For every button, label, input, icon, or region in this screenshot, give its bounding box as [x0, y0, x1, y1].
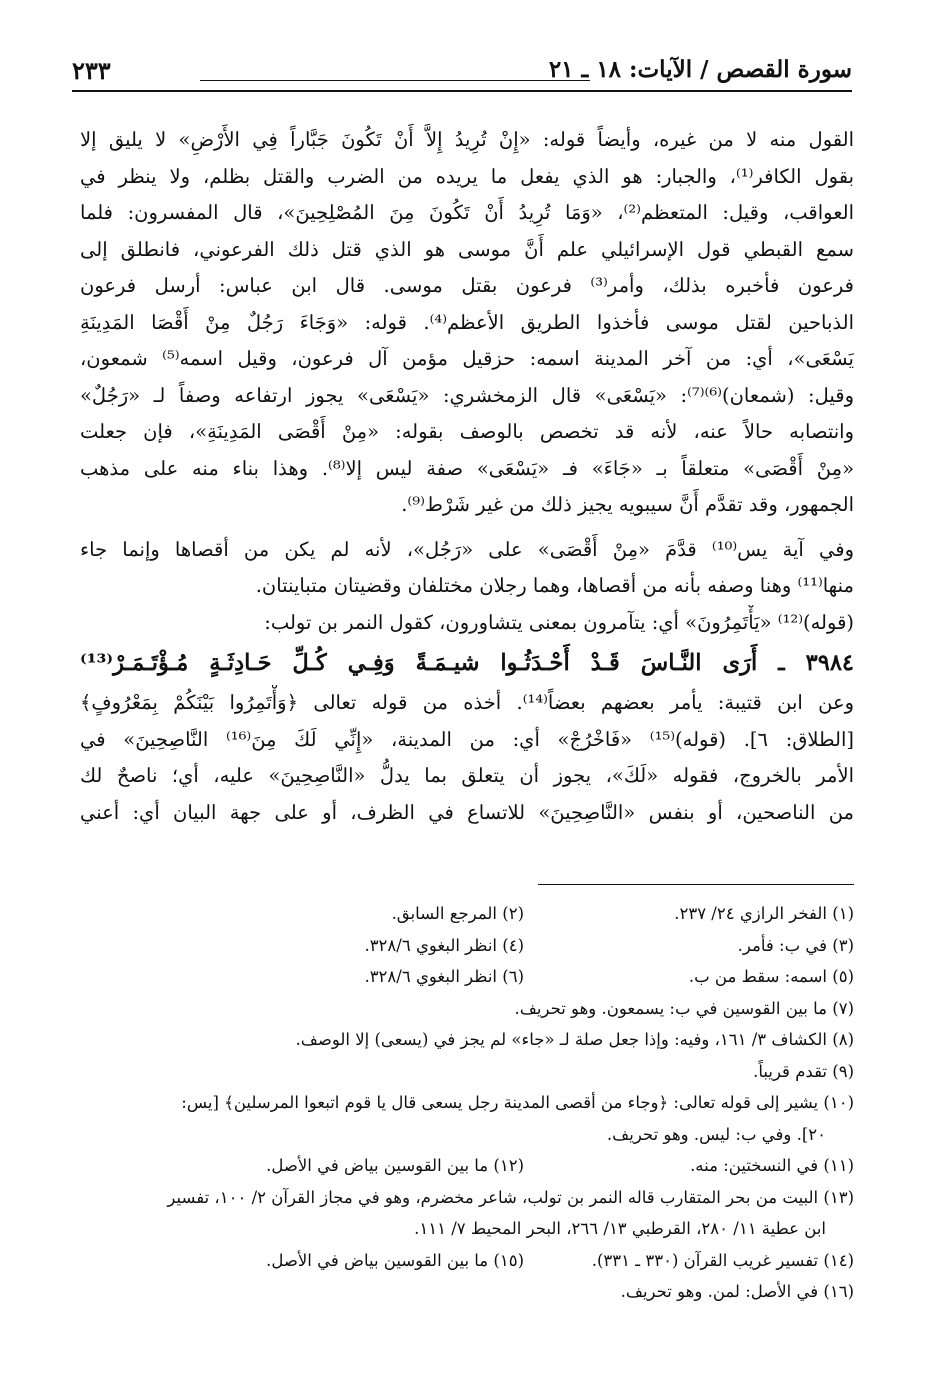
footnote-row — [80, 1276, 854, 1308]
footnote-row — [80, 1056, 854, 1088]
footnote: (١٥) ما بين القوسين بياض في الأصل. — [266, 1250, 524, 1270]
footnote-continuation: ٢٠]. وفي ب: ليس. وهو تحريف. — [606, 1124, 826, 1144]
footnote: (٥) اسمه: سقط من ب. — [688, 967, 854, 986]
header-dash-line — [200, 80, 590, 81]
footnote: (١٢) ما بين القوسين بياض في الأصل. — [266, 1156, 524, 1175]
footnote: (٧) ما بين القوسين في ب: يسمعون. وهو تحريف. — [514, 998, 854, 1018]
footnote: (٢) المرجع السابق. — [391, 904, 524, 923]
footnote-rule — [538, 884, 854, 885]
text-line: الأمر بالخروج، فقوله «لَكَ»، يجوز أن يتعلق بما يدلُّ «النَّاصِحِينَ» عليه، أي؛ ناصحٌ لك — [80, 764, 854, 787]
text-line: فرعون فأخبره بذلك، وأمر⁽³⁾ فرعون بقتل موسى. قال ابن عباس: أرسل فرعون — [80, 274, 854, 297]
footnote-row — [80, 1213, 854, 1245]
paragraph-gap — [80, 524, 854, 532]
text-line: بقول الكافر⁽¹⁾، والجبار: هو الذي يفعل ما يريده من الضرب والقتل بظلم، ولا ينظر في — [80, 164, 854, 188]
page-header — [72, 50, 852, 92]
footnote: (٨) الكشاف ٣/ ١٦١، وفيه: وإذا جعل صلة لـ «جاء» لم يجز في (يسعى) إلا الوصف. — [295, 1030, 854, 1049]
footnote-row — [80, 1024, 854, 1056]
footnote-row — [80, 1119, 854, 1151]
footnote: (١١) في النسختين: منه. — [690, 1156, 854, 1175]
footnote: (٩) تقدم قريباً. — [753, 1061, 854, 1081]
footnote-row — [80, 961, 854, 993]
text-line: «مِنْ أَقْصَى» متعلقاً بـ «جَاءَ» فـ «يَسْعَى» صفة ليس إلا⁽⁸⁾. وهذا بناء منه على مذهب — [80, 456, 854, 480]
running-title: سورة القصص / الآيات: ١٨ ـ ٢١ — [548, 56, 852, 83]
footnote-row — [80, 1150, 854, 1182]
text-line: منها⁽¹¹⁾ وهنا وصفه بأنه من أقصاها، وهما رجلان مختلفان وقضيتان متباينتان. — [255, 574, 854, 597]
text-line: وقيل: (شمعان)⁽⁶⁾⁽⁷⁾: «يَسْعَى» قال الزمخشري: «يَسْعَى» يجوز ارتفاعه وصفاً لـ «رَجُلٌ» — [80, 383, 854, 407]
text-line: القول منه لا من غيره، وأيضاً قوله: «إِنْ تُرِيدُ إِلاَّ أَنْ تَكُونَ جَبَّاراً فِي الأَرْضِ» لا يليق إلا — [80, 128, 854, 151]
text-line: وفي آية يس⁽¹⁰⁾ قدَّمَ «مِنْ أَقْصَى» على «رَجُل»، لأنه لم يكن من أقصاها وإنما جاء — [80, 537, 854, 561]
footnote: (١٦) في الأصل: لمن. وهو تحريف. — [620, 1282, 854, 1301]
footnote-row — [80, 1245, 854, 1277]
text-line: يَسْعَى»، أي: من آخر المدينة اسمه: حزقيل مؤمن آل فرعون، وقيل اسمه⁽⁵⁾ شمعون، — [80, 347, 854, 370]
footnote: (١٤) تفسير غريب القرآن (٣٣٠ ـ ٣٣١). — [591, 1250, 854, 1270]
text-line: (قوله)⁽¹²⁾ «يَأْتَمِرُونَ» أي: يتآمرون بمعنى يتشاورون، كقول النمر بن تولب: — [264, 610, 854, 634]
text-line: العواقب، وقيل: المتعظم⁽²⁾، «وَمَا تُرِيدُ أَنْ تَكُونَ مِنَ المُصْلِحِينَ»، قال المفسرون: فلما — [80, 201, 854, 224]
footnote-row — [80, 930, 854, 962]
footnote: (١٠) يشير إلى قوله تعالى: ﴿وجاء من أقصى المدينة رجل يسعى قال يا قوم اتبعوا المرسلين﴾ [يس: — [181, 1093, 854, 1112]
footnote-row — [80, 898, 854, 930]
poetry-verse: ٣٩٨٤ ـ أَرَى النَّـاسَ قَـدْ أَحْـدَثُـوا شيـمَـةً وَفِـي كُـلِّ حَـادِثَـةٍ مُـؤْتَـمَـرْ⁽¹³⁾ — [80, 650, 854, 676]
footnote: (٦) انظر البغوي ٣٢٨/٦. — [364, 967, 524, 986]
text-line: من الناصحين، أو بنفس «النَّاصِحِينَ» للاتساع في الظرف، أو على جهة البيان أي: أعني — [80, 800, 854, 824]
footnote: (١) الفخر الرازي ٢٤/ ٢٣٧. — [674, 904, 854, 923]
text-line: [الطلاق: ٦]. (قوله)⁽¹⁵⁾ «فَاخْرُجْ» أي: من المدينة، «إِنِّي لَكَ مِنَ⁽¹⁶⁾ النَّاصِحِينَ» في — [80, 727, 854, 751]
footnotes — [80, 898, 854, 1308]
footnote-continuation: ابن عطية ١١/ ٢٨٠، القرطبي ١٣/ ٢٦٦، البحر المحيط ٧/ ١١١. — [414, 1219, 826, 1238]
text-line: الذباحين لقتل موسى فأخذوا الطريق الأعظم⁽⁴⁾. قوله: «وَجَاءَ رَجُلٌ مِنْ أَقْصَا المَدِينَةِ — [80, 310, 854, 334]
page-number: ٢٣٣ — [72, 56, 111, 85]
footnote: (١٣) البيت من بحر المتقارب قاله النمر بن تولب، شاعر مخضرم، وهو في مجاز القرآن ٢/ ١٠٠، تفسير — [167, 1187, 854, 1207]
main-text — [80, 122, 854, 831]
text-line: وعن ابن قتيبة: يأمر بعضهم بعضاً⁽¹⁴⁾. أخذه من قوله تعالى ﴿وَأْتَمِرُوا بَيْنَكُمْ بِمَعْرُوفٍ﴾ — [80, 691, 854, 714]
text-line: الجمهور، وقد تقدَّم أَنَّ سيبويه يجيز ذلك من غير شَرْط⁽⁹⁾. — [401, 493, 854, 516]
footnote: (٣) في ب: فأمر. — [737, 935, 854, 955]
footnote-row — [80, 1182, 854, 1214]
text-line: سمع القبطي قول الإسرائيلي علم أَنَّ موسى هو الذي قتل ذلك الفرعوني، فانطلق إلى — [80, 237, 854, 261]
footnote: (٤) انظر البغوي ٣٢٨/٦. — [364, 935, 524, 955]
header-rule — [72, 90, 852, 92]
text-line: وانتصابه حالاً عنه، لأنه قد تخصص بالوصف بقوله: «مِنْ أَقْصَى المَدِينَةِ»، فإن جعلت — [80, 420, 854, 443]
footnote-row — [80, 1087, 854, 1119]
footnote-row — [80, 993, 854, 1025]
